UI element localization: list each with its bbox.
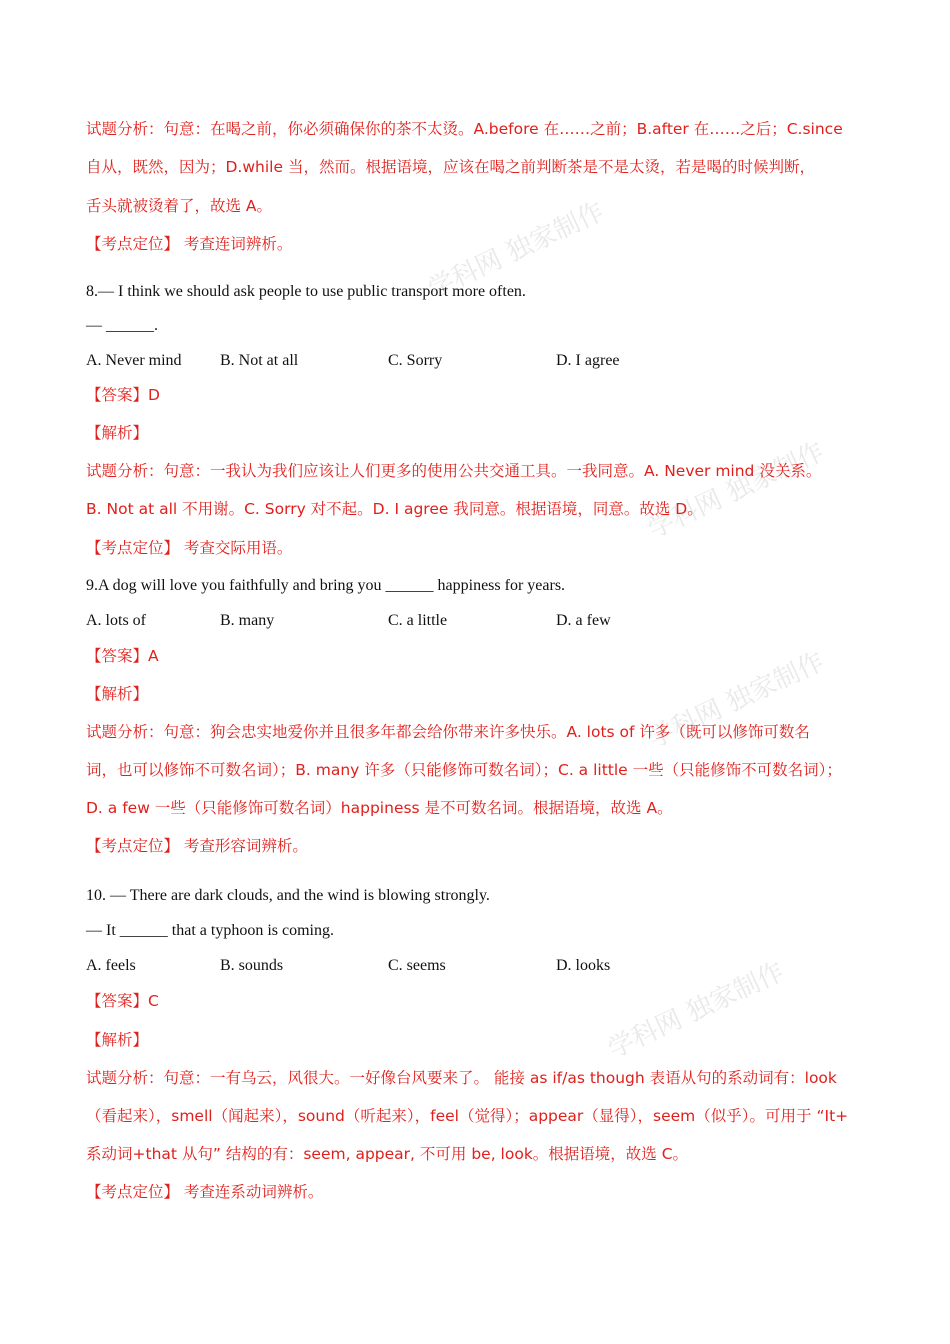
q7-point: 【考点定位】 考查连词辨析。 (86, 235, 293, 253)
q9-option-b: B. many (220, 612, 275, 629)
q10-stem: 10. — There are dark clouds, and the wind is blowing strongly. (86, 887, 490, 904)
q8-stem: 8.— I think we should ask people to use public transport more often. (86, 283, 526, 300)
q8-option-c: C. Sorry (388, 352, 443, 369)
q10-analysis-line: 试题分析：句意：一有乌云，风很大。一好像台风要来了。 能接 as if/as though 表语从句的系动词有：look (86, 1069, 837, 1087)
q8-analysis-line: B. Not at all 不用谢。C. Sorry 对不起。D. I agree 我同意。根据语境，同意。故选 D。 (86, 500, 703, 518)
q10-option-b: B. sounds (220, 957, 284, 974)
q9-option-a: A. lots of (86, 612, 146, 629)
q10-reply: — It ______ that a typhoon is coming. (86, 922, 334, 939)
watermark: 学科网 独家制作 (643, 646, 829, 755)
watermark: 学科网 独家制作 (423, 196, 609, 305)
q9-analysis-line: 词，也可以修饰不可数名词）；B. many 许多（只能修饰可数名词）；C. a little 一些（只能修饰不可数名词）； (86, 761, 842, 779)
q10-analysis-line: 系动词+that 从句” 结构的有：seem, appear, 不可用 be, look。根据语境，故选 C。 (86, 1145, 689, 1163)
q9-option-d: D. a few (556, 612, 611, 629)
q8-analysis-line: 试题分析：句意：一我认为我们应该让人们更多的使用公共交通工具。一我同意。A. Never mind 没关系。 (86, 462, 822, 480)
q10-answer: 【答案】C (86, 992, 159, 1010)
q9-option-c: C. a little (388, 612, 448, 629)
q7-analysis-line: 试题分析：句意：在喝之前，你必须确保你的茶不太烫。A.before 在……之前；B.after 在……之后；C.since (86, 120, 843, 138)
q8-reply: — ______. (86, 317, 158, 334)
q10-option-a: A. feels (86, 957, 136, 974)
watermark: 学科网 独家制作 (603, 956, 789, 1065)
q8-option-a: A. Never mind (86, 352, 182, 369)
q8-analysis-label: 【解析】 (86, 424, 149, 442)
q9-analysis-line: D. a few 一些（只能修饰可数名词）happiness 是不可数名词。根据语境，故选 A。 (86, 799, 673, 817)
q8-answer: 【答案】D (86, 386, 160, 404)
q10-analysis-label: 【解析】 (86, 1031, 149, 1049)
q9-answer: 【答案】A (86, 647, 159, 665)
q8-option-d: D. I agree (556, 352, 620, 369)
q9-analysis-label: 【解析】 (86, 685, 149, 703)
q10-option-c: C. seems (388, 957, 446, 974)
q9-point: 【考点定位】 考查形容词辨析。 (86, 837, 308, 855)
q10-point: 【考点定位】 考查连系动词辨析。 (86, 1183, 324, 1201)
q10-option-d: D. looks (556, 957, 611, 974)
q8-option-b: B. Not at all (220, 352, 299, 369)
q10-analysis-line: （看起来），smell（闻起来），sound（听起来），feel（觉得）；appear（显得），seem（似乎）。可用于 “It+ (86, 1107, 849, 1125)
watermark: 学科网 独家制作 (643, 436, 829, 545)
q9-analysis-line: 试题分析：句意：狗会忠实地爱你并且很多年都会给你带来许多快乐。A. lots of 许多（既可以修饰可数名 (86, 723, 810, 741)
q7-analysis-line: 舌头就被烫着了，故选 A。 (86, 197, 273, 215)
q8-point: 【考点定位】 考查交际用语。 (86, 539, 293, 557)
q7-analysis-line: 自从，既然，因为；D.while 当，然而。根据语境，应该在喝之前判断茶是不是太烫，若是喝的时候判断， (86, 158, 815, 176)
q9-stem: 9.A dog will love you faithfully and bring you ______ happiness for years. (86, 577, 566, 594)
